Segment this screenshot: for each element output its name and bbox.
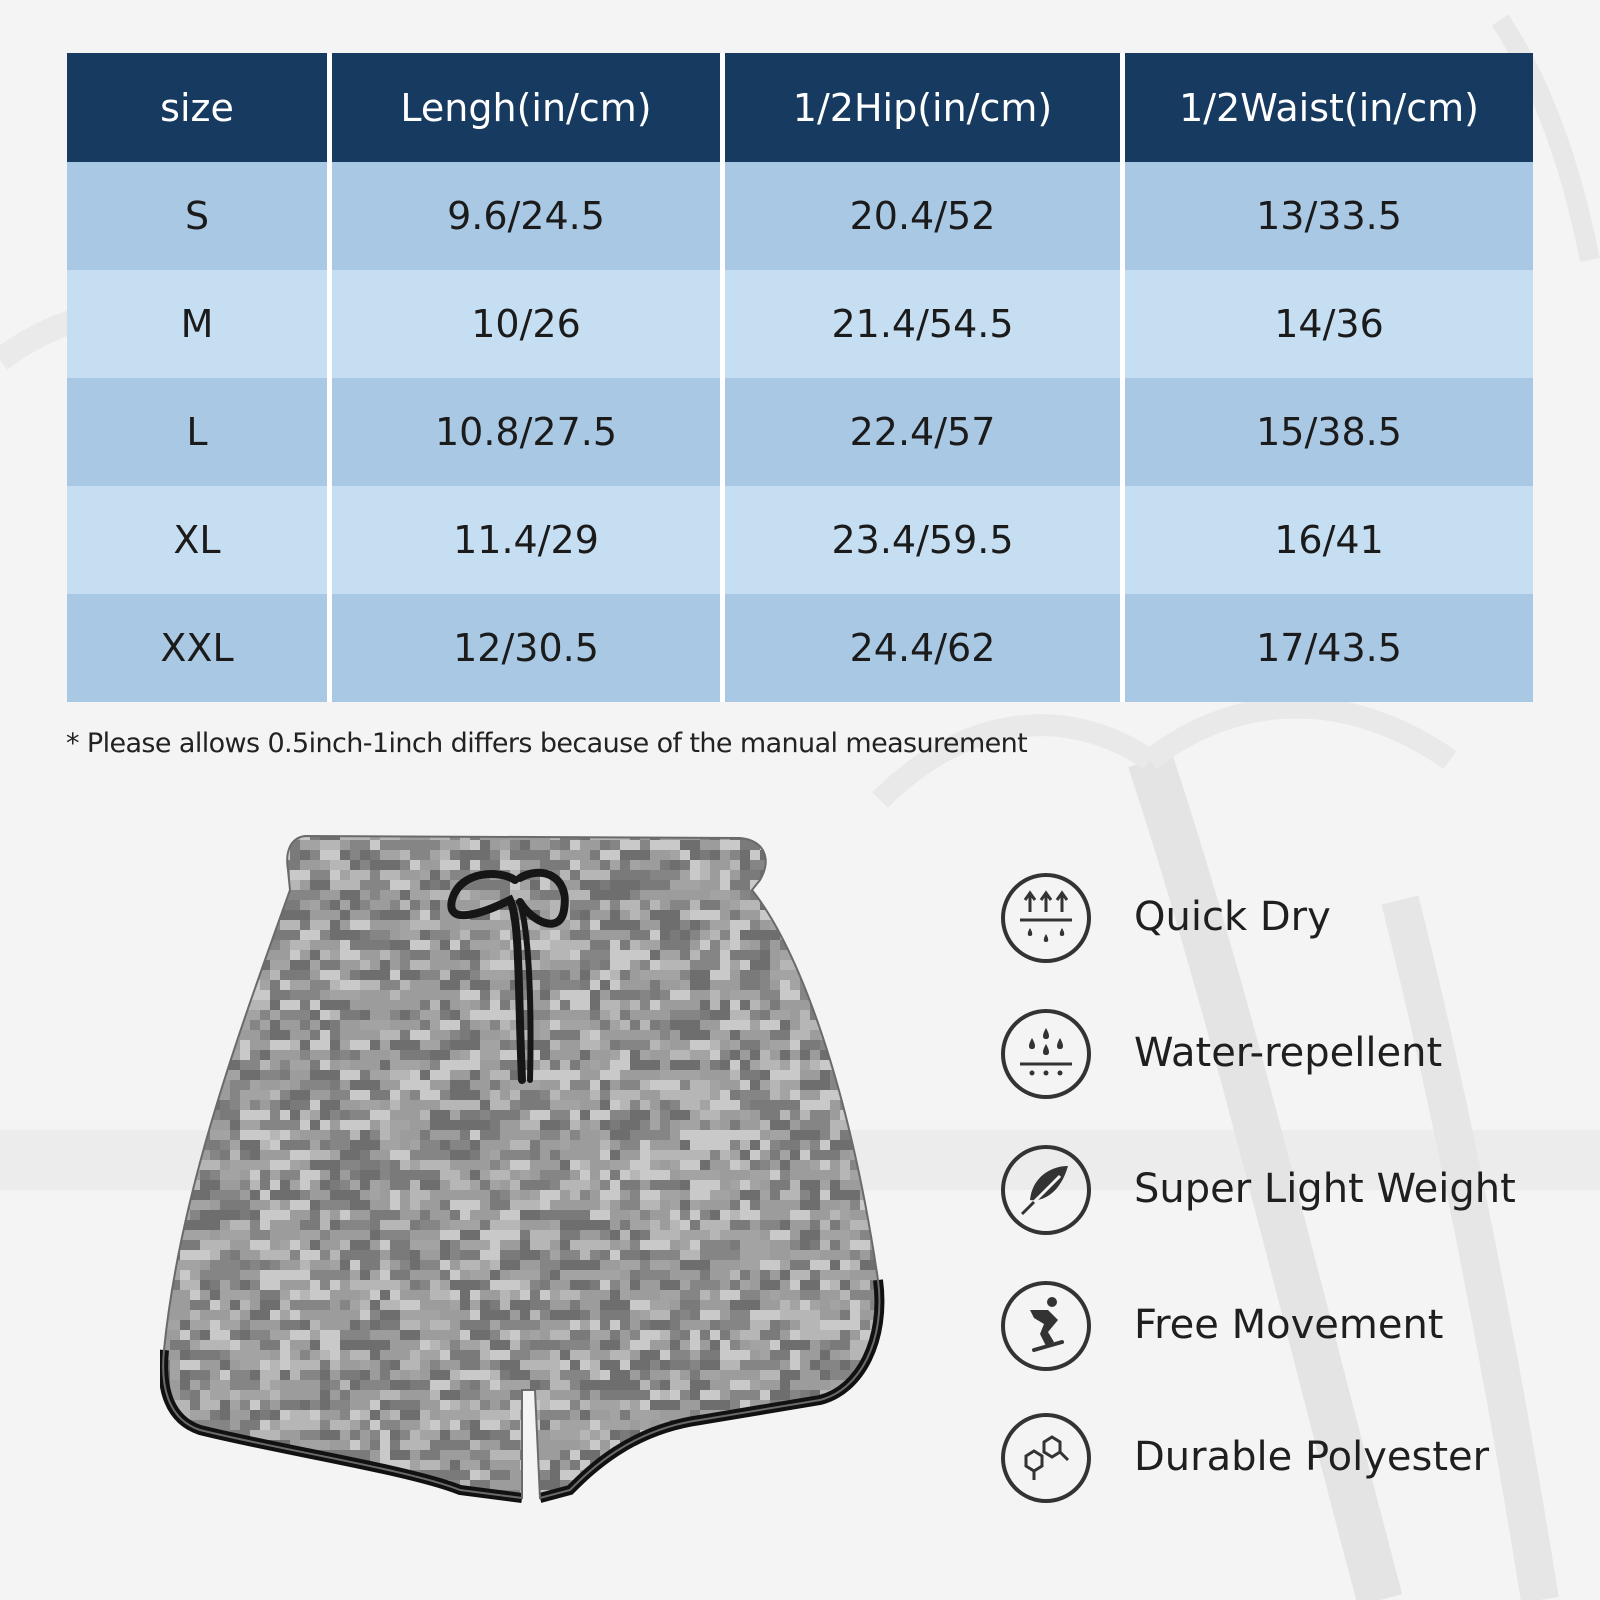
column-header-half-hip: 1/2Hip(in/cm) (725, 53, 1125, 162)
length-cell: 11.4/29 (332, 486, 725, 594)
molecule-icon (1000, 1412, 1092, 1504)
column-header-half-waist: 1/2Waist(in/cm) (1125, 53, 1533, 162)
column-header-size: size (67, 53, 332, 162)
hip-cell: 21.4/54.5 (725, 270, 1125, 378)
feature-free-movement (1000, 1280, 1560, 1376)
camo-shorts-image (160, 830, 920, 1530)
waist-cell: 17/43.5 (1125, 594, 1533, 702)
length-cell: 10.8/27.5 (332, 378, 725, 486)
table-row (67, 270, 1533, 378)
feature-quick-dry (1000, 872, 1560, 968)
feature-label: Free Movement (1134, 1302, 1444, 1348)
hip-cell: 23.4/59.5 (725, 486, 1125, 594)
waist-cell: 14/36 (1125, 270, 1533, 378)
table-row (67, 162, 1533, 270)
waist-cell: 16/41 (1125, 486, 1533, 594)
waist-cell: 15/38.5 (1125, 378, 1533, 486)
table-row (67, 486, 1533, 594)
length-cell: 10/26 (332, 270, 725, 378)
table-row (67, 378, 1533, 486)
size-cell: S (67, 162, 332, 270)
measurement-note: * Please allows 0.5inch-1inch differs because of the manual measurement (66, 728, 1028, 759)
table-row (67, 594, 1533, 702)
size-cell: L (67, 378, 332, 486)
size-cell: XL (67, 486, 332, 594)
waist-cell: 13/33.5 (1125, 162, 1533, 270)
hip-cell: 24.4/62 (725, 594, 1125, 702)
feature-durable-polyester (1000, 1412, 1560, 1508)
skateboarder-icon (1000, 1280, 1092, 1372)
feature-super-light-weight (1000, 1144, 1560, 1240)
length-cell: 12/30.5 (332, 594, 725, 702)
length-cell: 9.6/24.5 (332, 162, 725, 270)
quick-dry-icon (1000, 872, 1092, 964)
size-chart-table (67, 53, 1533, 702)
feature-water-repellent (1000, 1008, 1560, 1104)
table-header-row (67, 53, 1533, 162)
feature-label: Durable Polyester (1134, 1434, 1490, 1480)
hip-cell: 20.4/52 (725, 162, 1125, 270)
feature-label: Water-repellent (1134, 1030, 1443, 1076)
water-drops-icon (1000, 1008, 1092, 1100)
size-cell: M (67, 270, 332, 378)
size-cell: XXL (67, 594, 332, 702)
hip-cell: 22.4/57 (725, 378, 1125, 486)
feature-label: Quick Dry (1134, 894, 1331, 940)
feature-label: Super Light Weight (1134, 1166, 1516, 1212)
feather-icon (1000, 1144, 1092, 1236)
column-header-length: Lengh(in/cm) (332, 53, 725, 162)
